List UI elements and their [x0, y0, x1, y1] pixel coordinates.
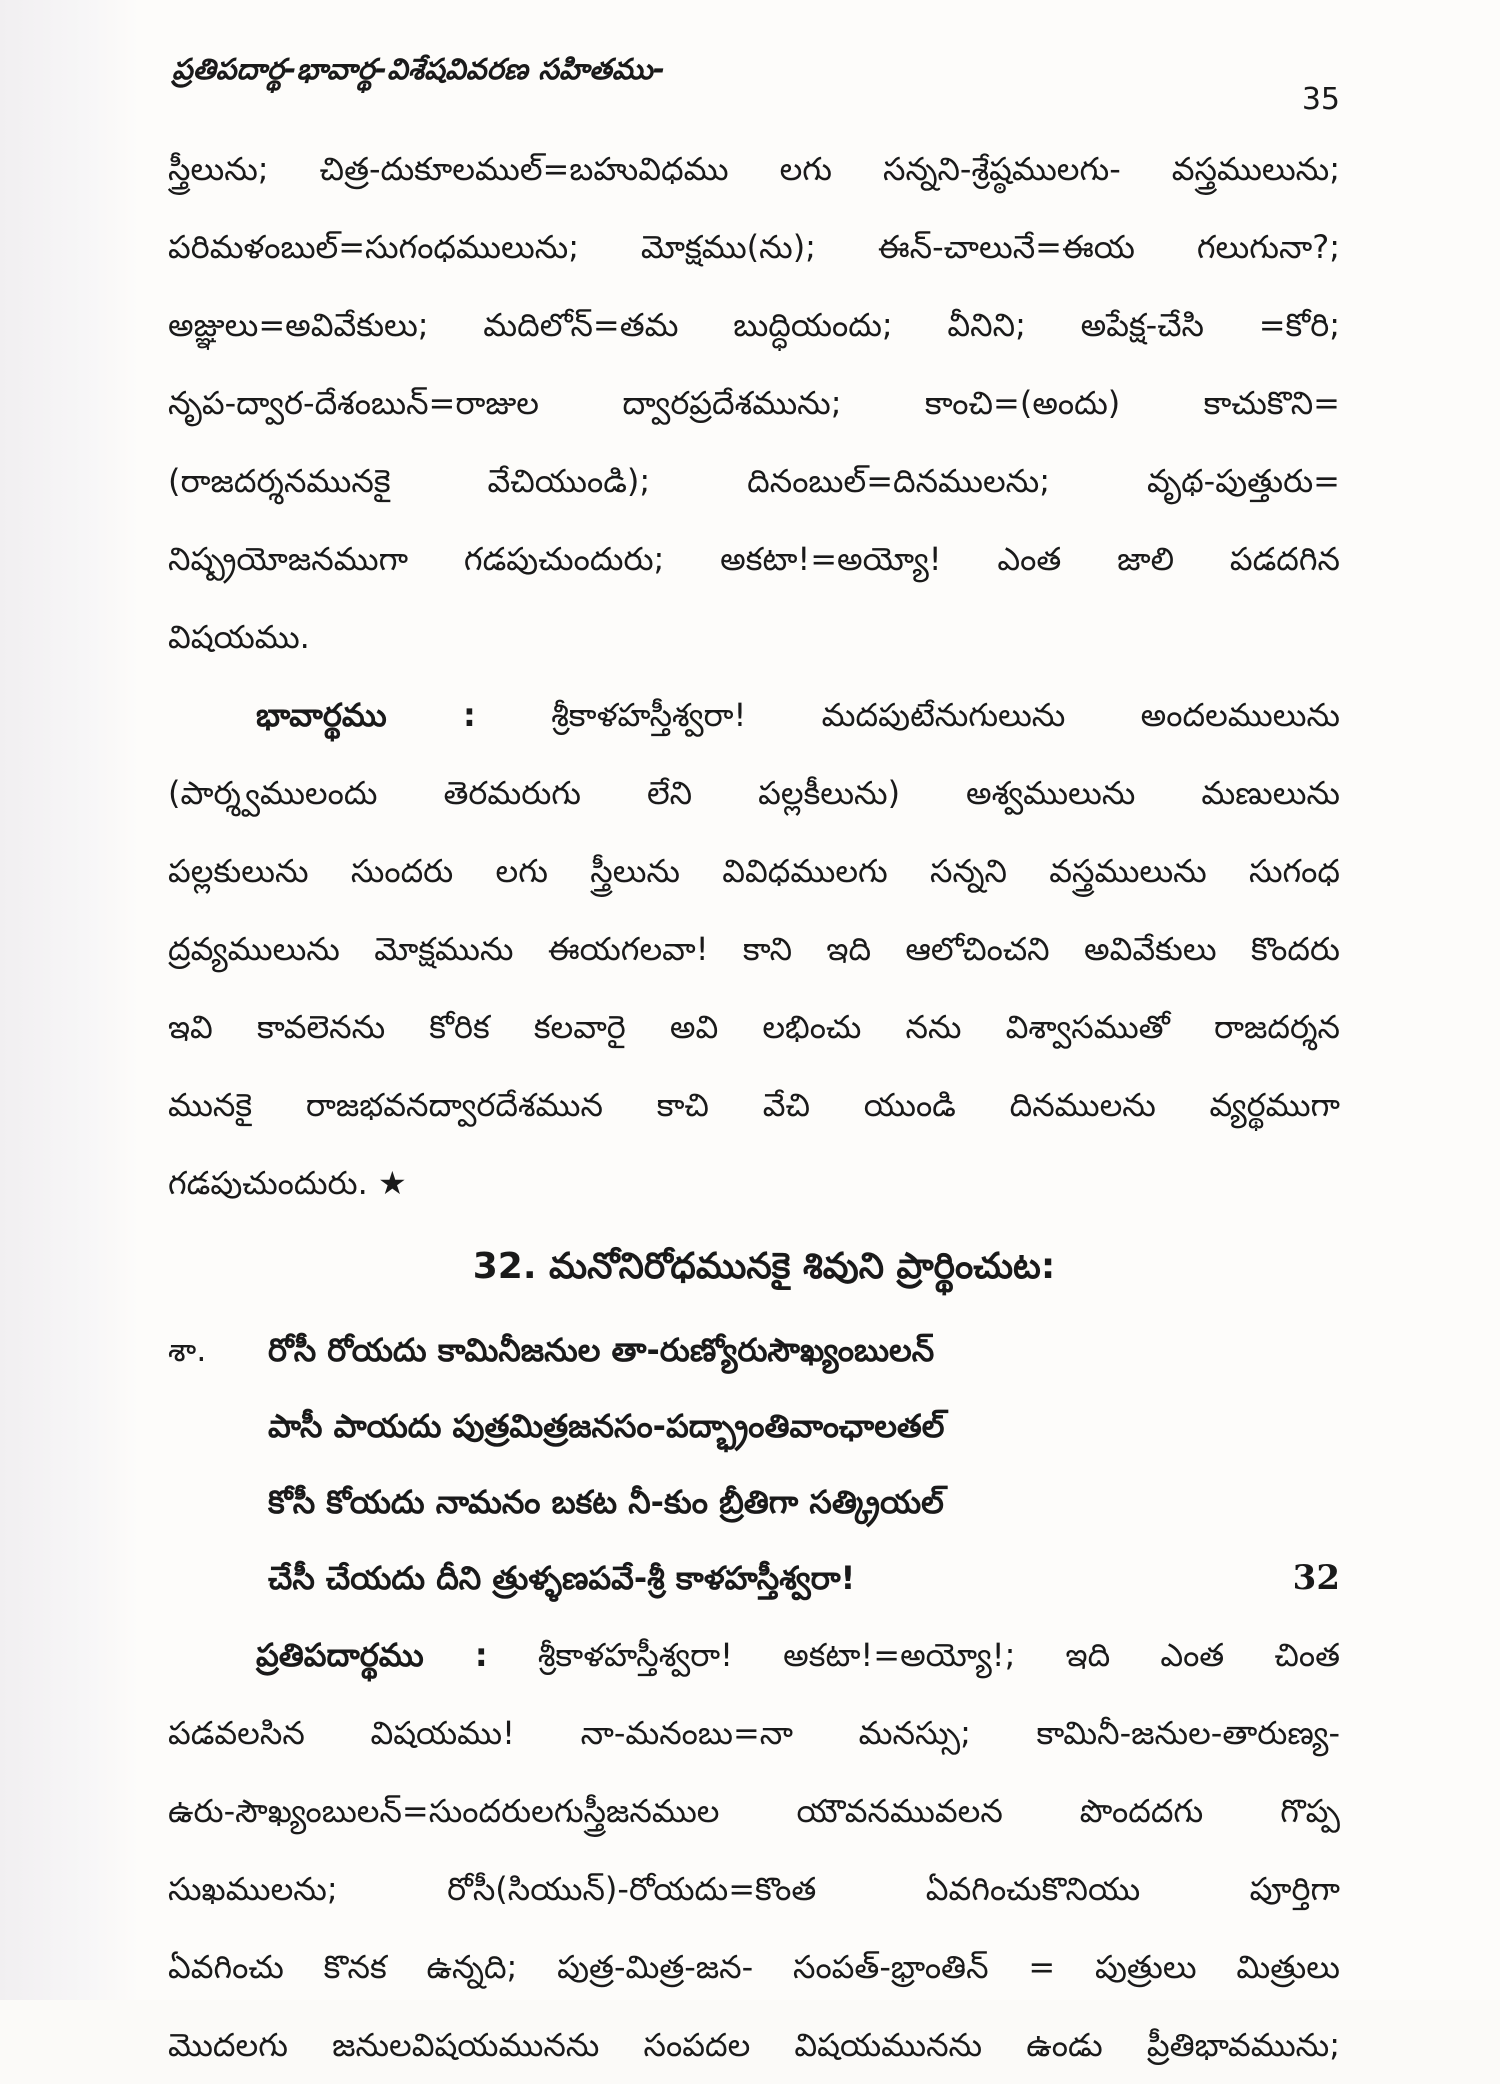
page-number: 35 — [1301, 82, 1340, 117]
running-title: ప్రతిపదార్థ-భావార్థ-విశేషవివరణ సహితము- — [172, 52, 666, 86]
text-line: ద్రవ్యములును మోక్షమును ఈయగలవా! కాని ఇది ఆలోచించని అవివేకులు కొందరు — [168, 930, 1340, 968]
text-line: (రాజదర్శనమునకై వేచియుండి); దినంబుల్=దినములను; వృథ-పుత్తురు= — [168, 462, 1340, 500]
text-line: ఏవగించు కొనక ఉన్నది; పుత్ర-మిత్ర-జన- సంపత్-భ్రాంతిన్ = పుత్రులు మిత్రులు — [168, 1948, 1340, 1986]
verse-text: కోసీ కోయదు నామనం బకట నీ-కుం బ్రీతిగా సత్క్రియల్ — [268, 1483, 944, 1521]
pratipadartham-first-line: శ్రీకాళహస్తీశ్వరా! అకటా!=అయ్యో!; ఇది ఎంత చింత — [537, 1636, 1340, 1674]
text-line: మొదలగు జనులవిషయమునను సంపదల విషయమునను ఉండు ప్రీతిభావమును; — [168, 2026, 1340, 2064]
verse-line — [168, 1464, 1340, 1540]
verse-line — [168, 1540, 1340, 1616]
text-line: మునకై రాజభవనద్వారదేశమున కాచి వేచి యుండి దినములను వ్యర్థముగా — [168, 1086, 1340, 1124]
text-line: పరిమళంబుల్=సుగంధములును; మోక్షము(ను); ఈన్-చాలునే=ఈయ గలుగునా?; — [168, 228, 1340, 266]
text-line: గడపుచుందురు. ★ — [168, 1164, 407, 1202]
verse-text: పాసీ పాయదు పుత్రమిత్రజనసం-పద్భ్రాంతివాంఛాలతల్ — [268, 1407, 945, 1445]
pratipadartham-section — [168, 1616, 1340, 2084]
bhavartham-first-line: శ్రీకాళహస్తీశ్వరా! మదపుటేనుగులును అందలములును — [551, 696, 1340, 734]
verse-number: 32 — [1292, 1558, 1340, 1598]
text-line: సుఖములను; రోసీ(సియున్)-రోయదు=కొంత ఏవగించుకొనియు పూర్తిగా — [168, 1870, 1340, 1908]
binding-shadow — [0, 0, 140, 2000]
text-line: పల్లకులును సుందరు లగు స్త్రీలును వివిధములగు సన్నని వస్త్రములును సుగంధ — [168, 852, 1340, 890]
word-meanings-continued — [168, 130, 1340, 676]
text-line: పడవలసిన విషయము! నా-మనంబు=నా మనస్సు; కామినీ-జనుల-తారుణ్య- — [168, 1714, 1340, 1752]
bhavartham-label: భావార్థము : — [256, 696, 476, 734]
page-body — [168, 130, 1340, 2084]
text-line: (పార్శ్వములందు తెరమరుగు లేని పల్లకీలును) అశ్వములును మణులును — [168, 774, 1340, 812]
verse-text: చేసీ చేయదు దీని త్రుళ్ళణపవే-శ్రీ కాళహస్తీశ్వరా! — [268, 1559, 856, 1597]
text-line: ఇవి కావలెనను కోరిక కలవారై అవి లభించు నను విశ్వాసముతో రాజదర్శన — [168, 1008, 1340, 1046]
section-heading: 32. మనోనిరోధమునకై శివుని ప్రార్థించుట: — [472, 1246, 1056, 1287]
text-line — [168, 676, 1340, 754]
text-line: విషయము. — [168, 618, 310, 656]
text-line — [168, 1616, 1340, 1694]
verse-meter-marker: శా. — [168, 1331, 207, 1369]
text-line: నృప-ద్వార-దేశంబున్=రాజుల ద్వారప్రదేశమును; కాంచి=(అందు) కాచుకొని= — [168, 384, 1340, 422]
bhavartham-section — [168, 676, 1340, 1222]
pratipadartham-label: ప్రతిపదార్థము : — [256, 1636, 488, 1674]
verse-block — [168, 1312, 1340, 1616]
text-line: అజ్ఞులు=అవివేకులు; మదిలోన్=తమ బుద్ధియందు; వీనిని; అపేక్ష-చేసి =కోరి; — [168, 306, 1340, 344]
text-line: స్త్రీలును; చిత్ర-దుకూలముల్=బహువిధము లగు సన్నని-శ్రేష్ఠములగు- వస్త్రములును; — [168, 150, 1340, 188]
text-line: ఉరు-సౌఖ్యంబులన్=సుందరులగుస్త్రీజనముల యౌవనమువలన పొందదగు గొప్ప — [168, 1792, 1340, 1830]
verse-text: రోసీ రోయదు కామినీజనుల తా-రుణ్యోరుసౌఖ్యంబులన్ — [268, 1331, 935, 1369]
text-line: నిష్ప్రయోజనముగా గడపుచుందురు; అకటా!=అయ్యో! ఎంత జాలి పడదగిన — [168, 540, 1340, 578]
verse-line — [168, 1388, 1340, 1464]
verse-line — [168, 1312, 1340, 1388]
